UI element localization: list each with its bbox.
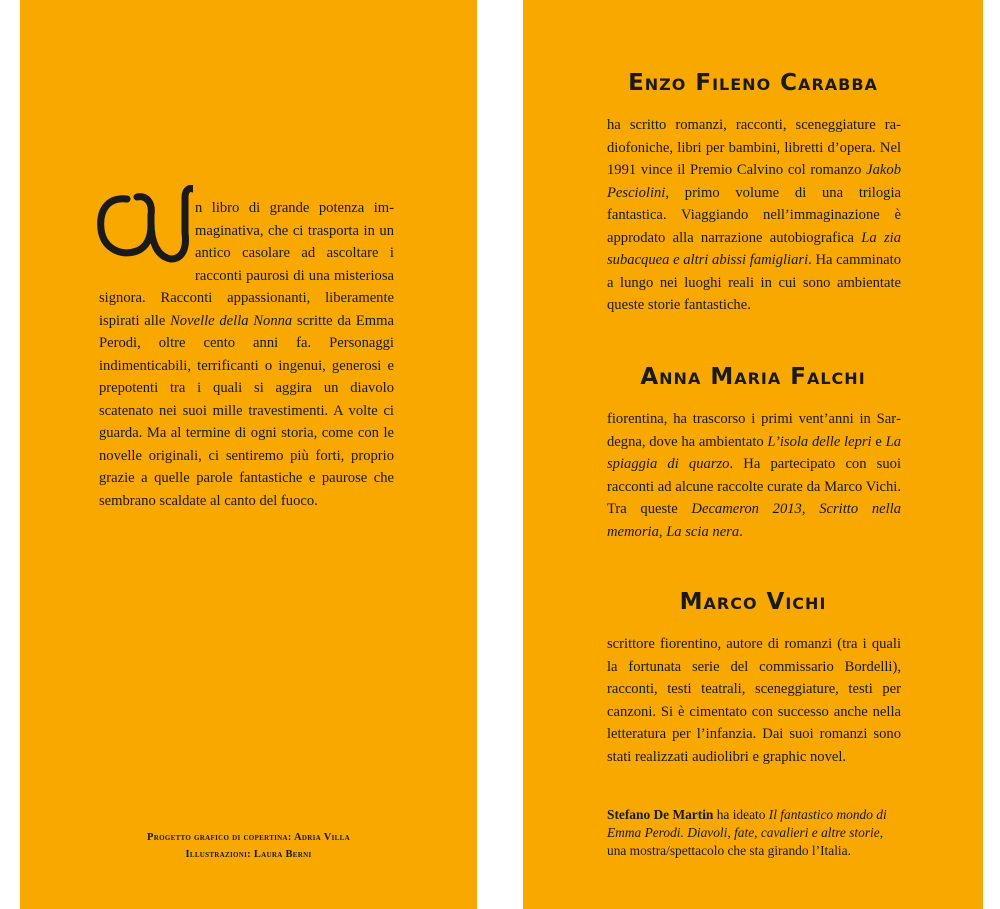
author-bio-vichi (607, 633, 901, 768)
bio-text: e (871, 433, 886, 450)
intro-text (99, 197, 394, 512)
bio-text: ha scritto romanzi, racconti, sceneggiature radiofoniche, libri per bambini, libretti d’opera. Nel 1991 vince il Premio Calvino col romanzo (607, 117, 901, 178)
footnote-name: Stefano De Martin (607, 807, 714, 822)
author-bio-falchi (607, 408, 901, 543)
author-name-falchi: Anna Maria Falchi (640, 364, 866, 390)
bio-text: scrittore fiorentino, autore di romanzi (tra i quali la fortunata serie del commissario Bordelli), racconti, testi teatrali, sceneggiature, testi per canzoni. Si è cimentato con successo anche nella letteratura per l’infanzia. Dai suoi romanzi sono stati realizzati audiolibri e graphic novel. (607, 636, 901, 765)
dropcap-u (97, 185, 193, 271)
bio-text: fiorentina, ha trascorso i primi vent’anni in Sardegna, dove ha ambientato (607, 411, 901, 450)
intro-part-1: n libro di grande potenza immaginativa, che ci trasporta in un antico casolare ad ascoltare i racconti paurosi di una misteriosa signora. Racconti appassionanti, liberamente ispirati alle (99, 200, 394, 329)
bio-title: La scia nera (666, 523, 740, 540)
intro-part-2: scritte da Emma Perodi, oltre cento anni fa. Personaggi indimenticabili, terrificanti o ingenui, generosi e prepotenti tra i quali si aggira un diavolo scatenato nei suoi mille travestimenti. A volte ci guarda. Ma al termine di ogni storia, come con le novelle originali, ci sentiremo più forti, proprio grazie a quelle parole fantastiche e paurose che sembrano scaldate al canto del fuoco. (99, 312, 394, 509)
author-bio-carabba (607, 114, 901, 317)
bio-text: . (739, 523, 743, 540)
author-name-carabba: Enzo Fileno Carabba (628, 70, 878, 96)
illustrations-credit: Illustrazioni: Laura Berni (185, 849, 312, 860)
footnote-text: ha ideato (713, 807, 769, 822)
bio-title: La spiaggia di quarzo (607, 433, 901, 472)
cover-design-credit: Progetto grafico di copertina: Adria Villa (147, 832, 350, 843)
bio-text: , primo volume di una trilogia fantastica. Viaggiando nell’immaginazione è approdato alla narrazione autobiografica (607, 184, 901, 246)
footnote-title: Il fantastico mondo di Emma Perodi. Diavoli, fate, cavalieri e altre storie (607, 807, 887, 840)
left-flap (20, 0, 477, 909)
intro-book-title: Novelle della Nonna (170, 312, 293, 329)
credits (20, 829, 477, 863)
bio-title: La zia subacquea e altri abissi famigliari (607, 229, 901, 268)
dropcap-u-glyph (97, 185, 193, 271)
bio-text: , (801, 501, 820, 517)
bio-title: L’isola delle lepri (767, 433, 872, 450)
bio-text: . Ha partecipato con suoi racconti ad alcune raccolte curate da Marco Vichi. Tra queste (607, 456, 901, 517)
bio-text: , (658, 523, 667, 540)
bio-title: Jakob Pesciolini (607, 162, 901, 201)
right-flap (523, 0, 983, 909)
author-name-vichi: Marco Vichi (679, 589, 827, 615)
footnote (607, 806, 901, 860)
bio-title: Decameron 2013 (691, 501, 802, 517)
bio-text: . Ha camminato a lungo nei luoghi reali in cui sono ambientate queste storie fantastiche. (607, 252, 901, 313)
bio-title: Scritto nella memoria (607, 501, 902, 540)
footnote-text: , una mostra/spettacolo che sta girando l’Italia. (607, 825, 884, 858)
